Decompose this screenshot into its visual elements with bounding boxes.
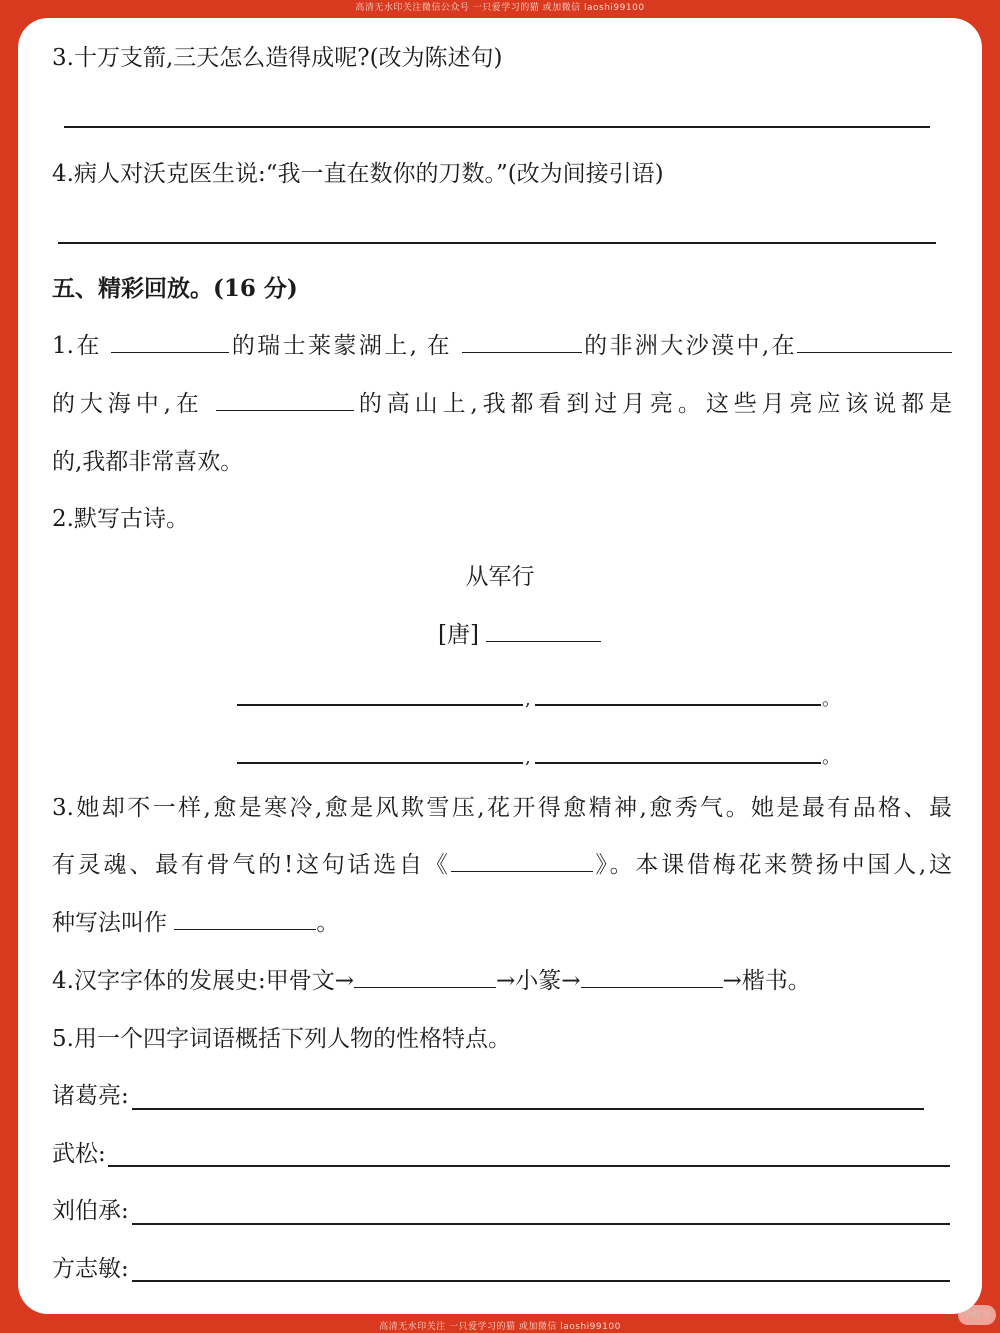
section5-q2-label: 2.默写古诗。 (52, 506, 189, 532)
answer-line (132, 1280, 950, 1282)
poem-blank (535, 762, 821, 764)
person-zhuge-liang: 诸葛亮: (52, 1083, 129, 1109)
fill-blank (462, 351, 582, 353)
answer-line (132, 1223, 950, 1225)
worksheet-page (18, 18, 982, 1314)
answer-line (108, 1165, 950, 1167)
section5-q1-line3: 的,我都非常喜欢。 (52, 449, 244, 475)
person-fang-zhimin: 方志敏: (52, 1256, 129, 1282)
answer-line (58, 242, 936, 244)
fill-blank (451, 870, 593, 872)
section5-q5-label: 5.用一个四字词语概括下列人物的性格特点。 (52, 1026, 511, 1052)
fill-blank (581, 986, 723, 988)
top-banner: 高清无水印关注微信公众号 一只爱学习的猫 或加微信 laoshi99100 (355, 3, 645, 13)
question-4-indirect-speech: 4.病人对沃克医生说:“我一直在数你的刀数。”(改为间接引语) (52, 161, 664, 187)
section5-q1-line1: 1.在 的瑞士莱蒙湖上, 在 的非洲大沙漠中,在 (52, 331, 952, 361)
fill-blank (111, 351, 229, 353)
section5-q1-line2: 的大海中,在 的高山上,我都看到过月亮。这些月亮应该说都是 (52, 391, 953, 417)
section5-q3-line1: 3.她却不一样,愈是寒冷,愈是风欺雪压,花开得愈精神,愈秀气。她是最有品格、最 (52, 795, 952, 821)
fill-blank (216, 409, 354, 411)
bottom-banner: 高清无水印关注 一只爱学习的猫 或加微信 laoshi99100 (379, 1322, 621, 1332)
section5-q3-line3: 种写法叫作 。 (52, 910, 340, 936)
poem-comma: , (525, 689, 531, 710)
section5-q4: 4.汉字字体的发展史:甲骨文→ →小篆→ →楷书。 (52, 968, 811, 994)
poem-blank (535, 704, 821, 706)
fill-blank (354, 986, 496, 988)
poem-blank (237, 704, 523, 706)
fill-blank (797, 351, 952, 353)
poem-period: 。 (822, 747, 840, 768)
poem-title: 从军行 (465, 564, 535, 590)
fill-blank (174, 928, 316, 930)
poem-period: 。 (822, 689, 840, 710)
person-liu-bocheng: 刘伯承: (52, 1198, 129, 1224)
answer-line (132, 1108, 924, 1110)
person-wu-song: 武松: (52, 1141, 106, 1167)
section5-q3-line2: 有灵魂、最有骨气的!这句话选自《 》。本课借梅花来赞扬中国人,这 (52, 852, 953, 878)
poem-author-line: [唐] (438, 620, 601, 650)
section-5-heading: 五、精彩回放。(16 分) (52, 275, 298, 302)
question-3-rewrite: 3.十万支箭,三天怎么造得成呢?(改为陈述句) (52, 45, 503, 71)
poem-blank (237, 762, 523, 764)
author-blank (486, 640, 601, 642)
watermark-badge: 小红书 (958, 1305, 996, 1325)
answer-line (64, 126, 930, 128)
poem-comma: , (525, 747, 531, 768)
